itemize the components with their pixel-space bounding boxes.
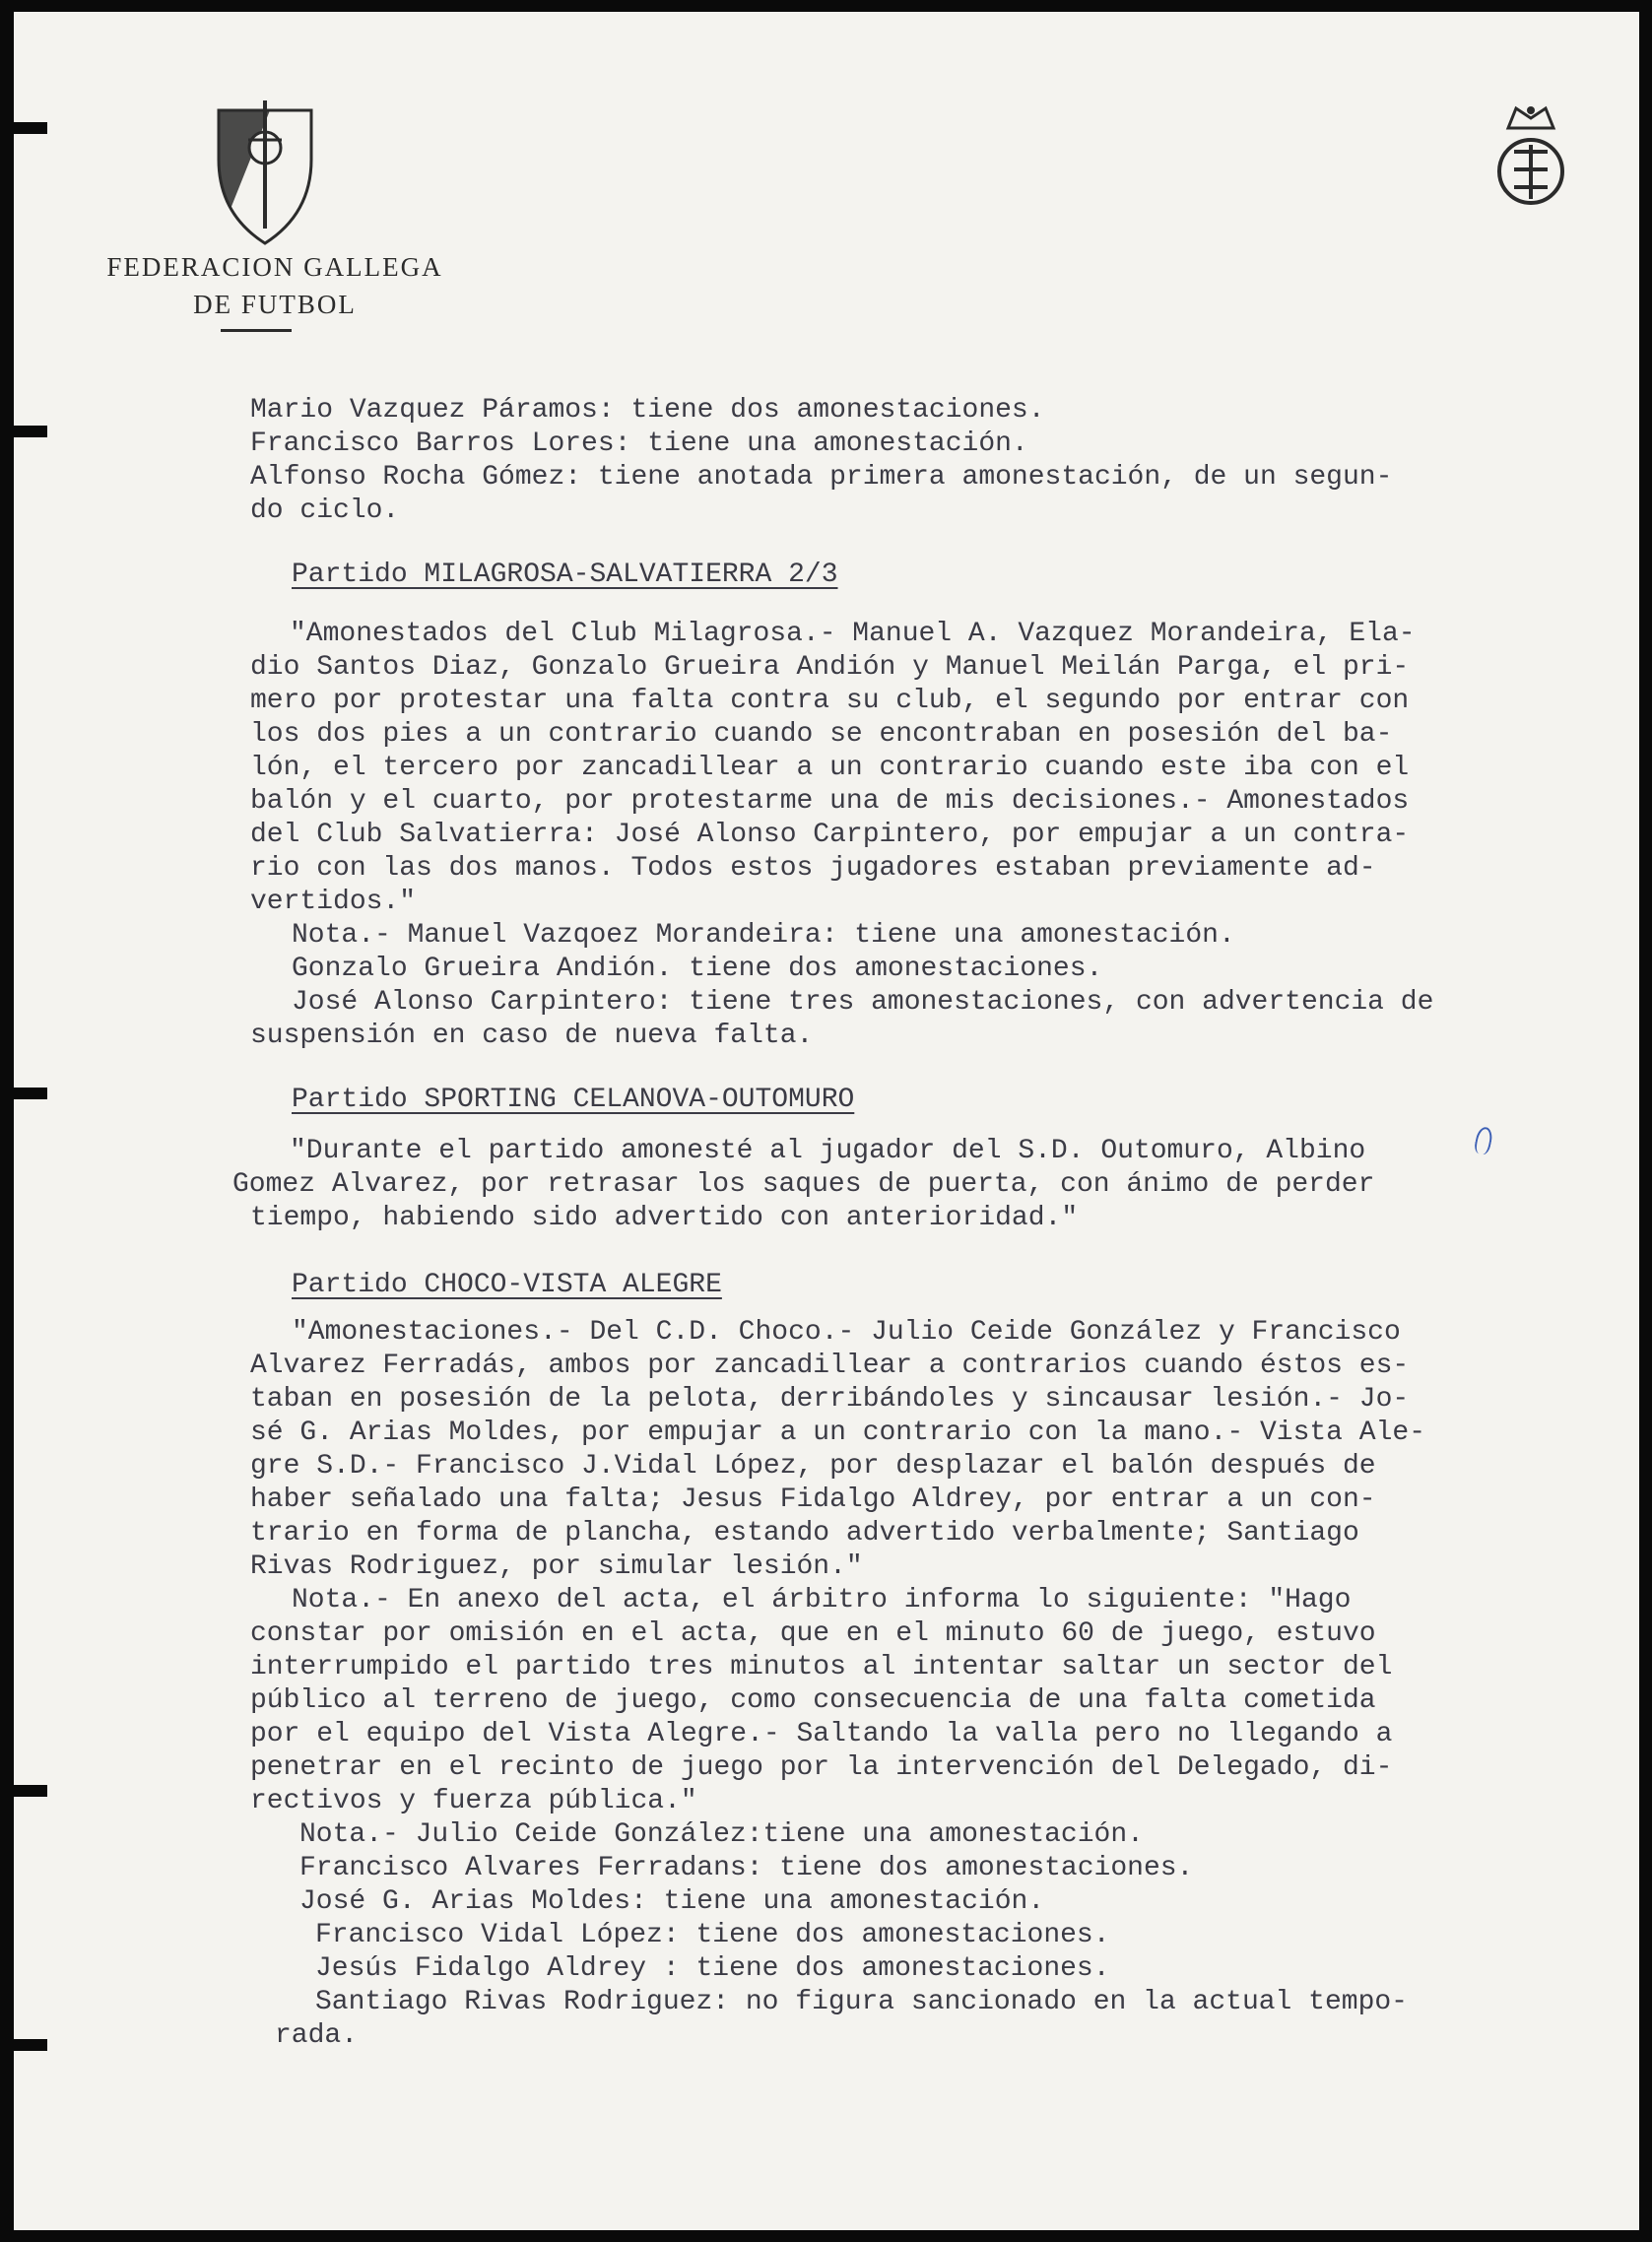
text-line: Alfonso Rocha Gómez: tiene anotada primera amonestación, de un segun-	[250, 462, 1393, 493]
text-line: vertidos."	[250, 887, 417, 917]
text-line: "Amonestaciones.- Del C.D. Choco.- Julio Ceide González y Francisco	[292, 1317, 1401, 1348]
text-line: penetrar en el recinto de juego por la intervención del Delegado, di-	[250, 1752, 1393, 1783]
text-line: rio con las dos manos. Todos estos jugadores estaban previamente ad-	[250, 853, 1376, 884]
text-line: balón y el cuarto, por protestarme una de mis decisiones.- Amonestados	[250, 786, 1410, 817]
text-line: "Amonestados del Club Milagrosa.- Manuel A. Vazquez Morandeira, Ela-	[290, 619, 1416, 649]
text-line: mero por protestar una falta contra su club, el segundo por entrar con	[250, 686, 1410, 716]
note-line: Jesús Fidalgo Aldrey : tiene dos amonestaciones.	[315, 1953, 1110, 1984]
note-line: Francisco Alvares Ferradans: tiene dos amonestaciones.	[299, 1853, 1194, 1883]
text-line: gre S.D.- Francisco J.Vidal López, por desplazar el balón después de	[250, 1451, 1376, 1482]
text-line: por el equipo del Vista Alegre.- Saltando la valla pero no llegando a	[250, 1719, 1393, 1749]
text-line: "Durante el partido amonesté al jugador del S.D. Outomuro, Albino	[290, 1136, 1366, 1166]
text-line: los dos pies a un contrario cuando se encontraban en posesión del ba-	[250, 719, 1393, 750]
text-line: del Club Salvatierra: José Alonso Carpintero, por empujar a un contra-	[250, 820, 1410, 850]
text-line: tiempo, habiendo sido advertido con anterioridad."	[250, 1203, 1079, 1233]
text-line: Mario Vazquez Páramos: tiene dos amonestaciones.	[250, 395, 1045, 426]
text-line: público al terreno de juego, como consecuencia de una falta cometida	[250, 1685, 1376, 1716]
note-line: Nota.- Manuel Vazqoez Morandeira: tiene una amonestación.	[292, 920, 1235, 951]
note-line: José G. Arias Moldes: tiene una amonestación.	[299, 1886, 1045, 1917]
text-line: interrumpido el partido tres minutos al intentar saltar un sector del	[250, 1652, 1393, 1682]
section-heading: Partido MILAGROSA-SALVATIERRA 2/3	[292, 560, 838, 590]
text-line: haber señalado una falta; Jesus Fidalgo Aldrey, por entrar a un con-	[250, 1484, 1376, 1515]
text-line: sé G. Arias Moldes, por empujar a un contrario con la mano.- Vista Ale-	[250, 1418, 1425, 1448]
note-line: Gonzalo Grueira Andión. tiene dos amonestaciones.	[292, 954, 1103, 984]
document-page	[14, 12, 1639, 2230]
section-heading: Partido CHOCO-VISTA ALEGRE	[292, 1270, 722, 1300]
note-line: Nota.- Julio Ceide González:tiene una amonestación.	[299, 1819, 1144, 1850]
note-line: Santiago Rivas Rodriguez: no figura sancionado en la actual tempo-	[315, 1987, 1408, 2017]
note-line: Nota.- En anexo del acta, el árbitro informa lo siguiente: "Hago	[292, 1585, 1352, 1616]
note-line: Francisco Vidal López: tiene dos amonestaciones.	[315, 1920, 1110, 1950]
text-line: Gomez Alvarez, por retrasar los saques de puerta, con ánimo de perder	[232, 1169, 1375, 1200]
text-line: lón, el tercero por zancadillear a un contrario cuando este iba con el	[250, 753, 1410, 783]
section-heading: Partido SPORTING CELANOVA-OUTOMURO	[292, 1085, 855, 1115]
note-line: rada.	[275, 2020, 359, 2051]
text-line: trario en forma de plancha, estando advertido verbalmente; Santiago	[250, 1518, 1359, 1549]
note-line: José Alonso Carpintero: tiene tres amonestaciones, con advertencia de	[292, 987, 1434, 1018]
text-line: Francisco Barros Lores: tiene una amonestación.	[250, 429, 1028, 459]
org-name-line2: DE FUTBOL	[193, 290, 357, 319]
note-line: suspensión en caso de nueva falta.	[250, 1021, 814, 1051]
document-body	[14, 12, 1639, 2230]
text-line: taban en posesión de la pelota, derribándoles y sincausar lesión.- Jo-	[250, 1384, 1410, 1415]
text-line: Alvarez Ferradás, ambos por zancadillear a contrarios cuando éstos es-	[250, 1351, 1410, 1381]
text-line: rectivos y fuerza pública."	[250, 1786, 697, 1816]
org-name-line1: FEDERACION GALLEGA	[106, 252, 443, 282]
text-line: do ciclo.	[250, 495, 400, 526]
text-line: dio Santos Diaz, Gonzalo Grueira Andión y Manuel Meilán Parga, el pri-	[250, 652, 1410, 683]
text-line: Rivas Rodriguez, por simular lesión."	[250, 1551, 863, 1582]
text-line: constar por omisión en el acta, que en el minuto 60 de juego, estuvo	[250, 1618, 1376, 1649]
